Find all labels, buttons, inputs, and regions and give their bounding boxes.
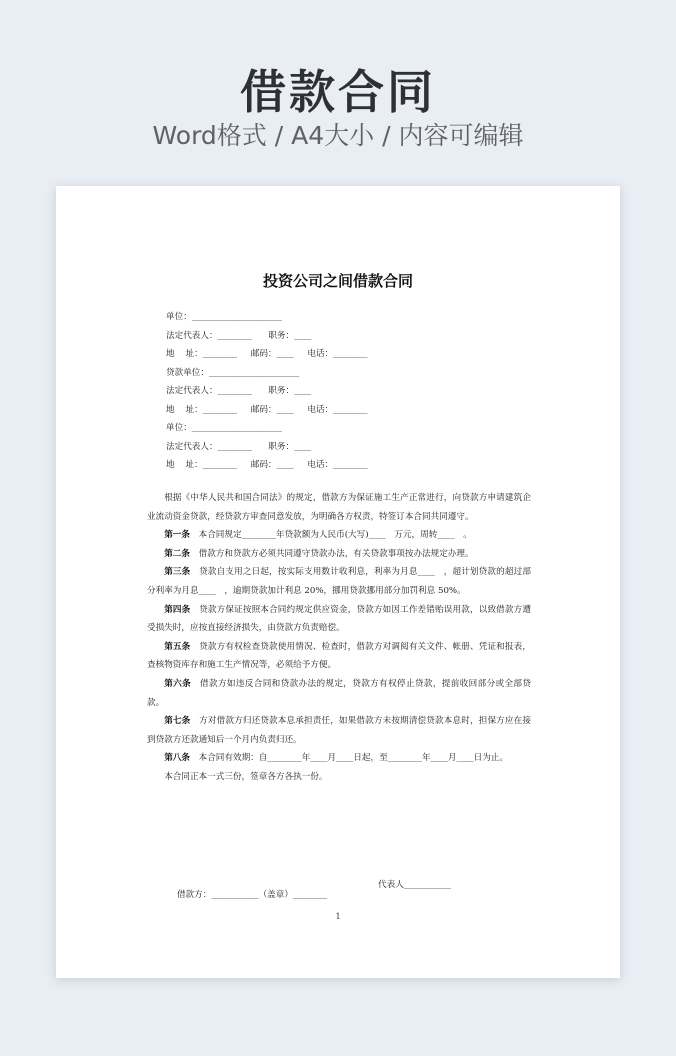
clause-text: 方对借款方归还贷款本息承担责任，如果借款方未按期清偿贷款本息时，担保方应在接到贷款方还款通知后一个月内负责归还。: [147, 716, 531, 745]
clause-text: 借款方和贷款方必须共同遵守贷款办法，有关贷款事项按办法规定办理。: [198, 548, 474, 559]
document-title: 投资公司之间借款合同: [262, 272, 413, 290]
clause-1: [147, 526, 531, 545]
clause-text: 贷款方有权检查贷款使用情况、检查时，借款方对调阅有关文件、帐册、凭证和报表，查核物资库存和施工生产情况等，必须给予方便。: [147, 641, 531, 671]
clause-8: [147, 749, 531, 768]
clause-5: [147, 638, 531, 675]
clause-text: 贷款自支用之日起，按实际支用数计收利息，利率为月息____ ，超计划贷款的超过部分利率为月息____ ，逾期贷款加计利息 20%，挪用贷款挪用部分加罚利息 50%。: [147, 567, 531, 596]
clause-label: 第三条: [164, 567, 191, 578]
borrower-address-line: 地 址：________ 邮码：____ 电话：________: [166, 349, 368, 360]
lender-unit-line: 贷款单位：_____________________: [166, 367, 300, 378]
banner-title: 借款合同: [240, 65, 436, 119]
clause-label: 第一条: [164, 530, 190, 541]
representative-signature: 代表人___________: [378, 880, 452, 890]
clause-3: [147, 563, 531, 600]
clause-text: 贷款方保证按照本合同约规定供应资金，贷款方如因工作差错贻误用款，以致借款方遭受损失时，应按直接经济损失，由贷款方负责赔偿。: [147, 604, 531, 634]
document-page: [56, 186, 620, 978]
clause-2: [147, 545, 531, 564]
parties-block: [166, 308, 368, 475]
clause-4: [147, 601, 531, 638]
clause-label: 第七条: [164, 716, 191, 727]
guarantor-rep-line: 法定代表人：________ 职务：____: [166, 441, 312, 452]
borrower-rep-line: 法定代表人：________ 职务：____: [166, 330, 312, 341]
clause-text: 借款方如违反合同和贷款办法的规定，贷款方有权停止贷款，提前收回部分或全部贷款。: [147, 678, 531, 708]
borrower-unit-line: 单位：_____________________: [166, 312, 283, 322]
clause-label: 第二条: [164, 548, 190, 559]
clause-label: 第八条: [164, 753, 190, 764]
guarantor-address-line: 地 址：________ 邮码：____ 电话：________: [166, 460, 368, 471]
closing-statement: 本合同正本一式三份，签章各方各执一份。: [164, 771, 328, 782]
preamble: 根据《中华人民共和国合同法》的规定，借款方为保证施工生产正常进行，向贷款方申请建筑企业流动资金贷款，经贷款方审查同意发放，为明确各方权责，特签订本合同共同遵守。: [147, 493, 531, 522]
clause-text: 本合同有效期：自________年____月____日起，至________年____月____日为止。: [198, 753, 508, 764]
clause-label: 第五条: [164, 641, 191, 652]
guarantor-unit-line: 单位：_____________________: [166, 423, 283, 434]
banner-subtitle: Word格式 / A4大小 / 内容可编辑: [152, 121, 524, 150]
lender-address-line: 地 址：________ 邮码：____ 电话：________: [166, 404, 368, 415]
clause-label: 第六条: [164, 678, 192, 689]
clause-label: 第四条: [164, 604, 191, 615]
contract-body: [147, 489, 531, 787]
clause-6: [147, 675, 531, 712]
clause-7: [147, 712, 531, 749]
clause-text: 本合同规定________年贷款额为人民币(大写)____ 万元，周转____ 。: [198, 530, 472, 541]
borrower-signature: 借款方：___________（盖章）________: [176, 890, 328, 900]
page-number: 1: [335, 912, 341, 921]
lender-rep-line: 法定代表人：________ 职务：____: [166, 386, 312, 397]
